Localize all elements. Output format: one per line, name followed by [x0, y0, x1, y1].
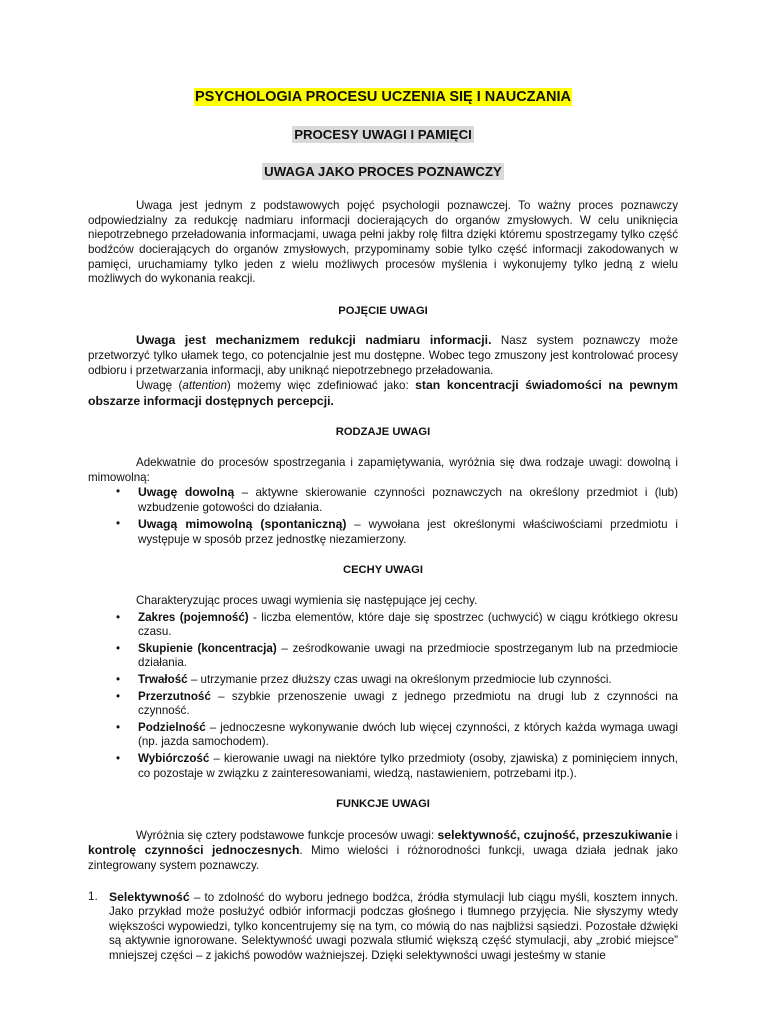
bullet-icon: • — [116, 689, 121, 703]
item-number: 1. — [88, 889, 98, 903]
list-item: • Wybiórczość – kierowanie uwagi na niektóre tylko przedmioty (osoby, zjawiska) z pominięciem innych, co pozostaje w związku z zainteresowaniami, wiedzą, nastawieniem, potrzebami itp.). — [116, 752, 678, 780]
heading-funkcje: FUNKCJE UWAGI — [336, 798, 430, 811]
bullet-icon: • — [116, 610, 121, 624]
document-page — [88, 0, 678, 964]
heading-cechy: CECHY UWAGI — [343, 564, 423, 577]
funkcje-intro: Wyróżnia się cztery podstawowe funkcje procesów uwagi: selektywność, czujność, przeszukiwanie i kontrolę czynności jednoczesnych. Mimo wielości i różnorodności funkcji, uwaga działa jednak jako zintegrowany system poznawczy. — [88, 827, 678, 872]
heading-rodzaje: RODZAJE UWAGI — [335, 426, 431, 439]
list-item: 1. Selektywność – to zdolność do wyboru jednego bodźca, źródła stymulacji lub ciągu myśli, kosztem innych. Jako przykład może posłużyć odbiór informacji podczas głośnego i tłumnego przyjęcia. Nie słyszymy wtedy większości wypowiedzi, tylko koncentrujemy się na tym, co mówią do nas najbliżsi sąsiedzi. Pozostałe dźwięki są aktywnie ignorowane. Selektywność uwagi pozwala stłumić większą część stymulacji, aby „zrobić miejsce” mniejszej części – z jakichś powodów ważniejszej. Dzięki selektywności uwagi jesteśmy w stanie — [88, 889, 678, 962]
list-item: • Trwałość – utrzymanie przez dłuższy czas uwagi na określonym przedmiocie lub czynności. — [116, 673, 612, 687]
list-item: • Skupienie (koncentracja) – ześrodkowanie uwagi na przedmiocie spostrzeganym lub na przedmiocie działania. — [116, 641, 678, 670]
heading-pojecie: POJĘCIE UWAGI — [338, 304, 428, 317]
bullet-icon: • — [116, 485, 121, 499]
list-item: • Uwagą mimowolną (spontaniczną) – wywołana jest określonymi właściwościami przedmiotu i występuje w sposób przez jednostkę niezamierzony. — [116, 517, 678, 546]
bullet-icon: • — [116, 720, 121, 734]
document-title: PSYCHOLOGIA PROCESU UCZENIA SIĘ I NAUCZANIA — [195, 89, 571, 105]
list-item: • Uwagę dowolną – aktywne skierowanie czynności poznawczych na określony przedmiot i (lub) wzbudzenie gotowości do działania. — [116, 485, 678, 514]
pojecie-paragraph-1: Uwaga jest mechanizmem redukcji nadmiaru informacji. Nasz system poznawczy może przetworzyć tylko ułamek tego, co potencjalnie jest mu dostępne. Wobec tego zmuszony jest kontrolować procesy odbioru i przetwarzania informacji, aby uniknąć niepotrzebnego przeładowania. — [88, 333, 678, 377]
bullet-icon: • — [116, 673, 121, 687]
section-title: PROCESY UWAGI I PAMIĘCI — [294, 127, 472, 142]
subsection-title: UWAGA JAKO PROCES POZNAWCZY — [264, 163, 502, 179]
pojecie-paragraph-2: Uwagę (attention) możemy więc zdefiniować jako: stan koncentracji świadomości na pewnym obszarze informacji dostępnych percepcji. — [88, 378, 679, 408]
list-item: • Przerzutność – szybkie przenoszenie uwagi z jednego przedmiotu na drugi lub z czynności na czynność. — [116, 689, 678, 718]
title-block — [88, 0, 678, 106]
bullet-icon: • — [116, 752, 121, 765]
funkcje-list — [88, 890, 678, 964]
rodzaje-intro: Adekwatnie do procesów spostrzegania i zapamiętywania, wyróżnia się dwa rodzaje uwagi: dowolną i mimowolną: — [88, 455, 678, 484]
rodzaje-list — [88, 485, 678, 547]
list-item: • Zakres (pojemność) - liczba elementów, które daje się spostrzec (uchwycić) w ciągu krótkiego okresu czasu. — [116, 610, 678, 639]
cechy-list — [88, 611, 678, 782]
intro-paragraph: Uwaga jest jednym z podstawowych pojęć psychologii poznawczej. To ważny proces poznawczy odpowiedzialny za redukcję nadmiaru informacji docierających do organów zmysłowych. W celu uniknięcia niepotrzebnego przeładowania informacjami, uwaga pełni jakby rolę filtra dzięki któremu spostrzegamy tylko część bodźców docierających do organów zmysłowych, przypominamy sobie tylko część informacji zakodowanych w pamięci, uruchamiamy tylko jeden z wielu możliwych procesów myślenia i wykonujemy tylko jedną z wielu możliwych do wykonania reakcji. — [88, 199, 678, 286]
cechy-intro: Charakteryzując proces uwagi wymienia się następujące jej cechy. — [136, 594, 478, 608]
list-item: • Podzielność – jednoczesne wykonywanie dwóch lub więcej czynności, z których każda wymaga uwagi (np. jazda samochodem). — [116, 720, 678, 749]
bullet-icon: • — [116, 517, 121, 531]
bullet-icon: • — [116, 641, 121, 655]
